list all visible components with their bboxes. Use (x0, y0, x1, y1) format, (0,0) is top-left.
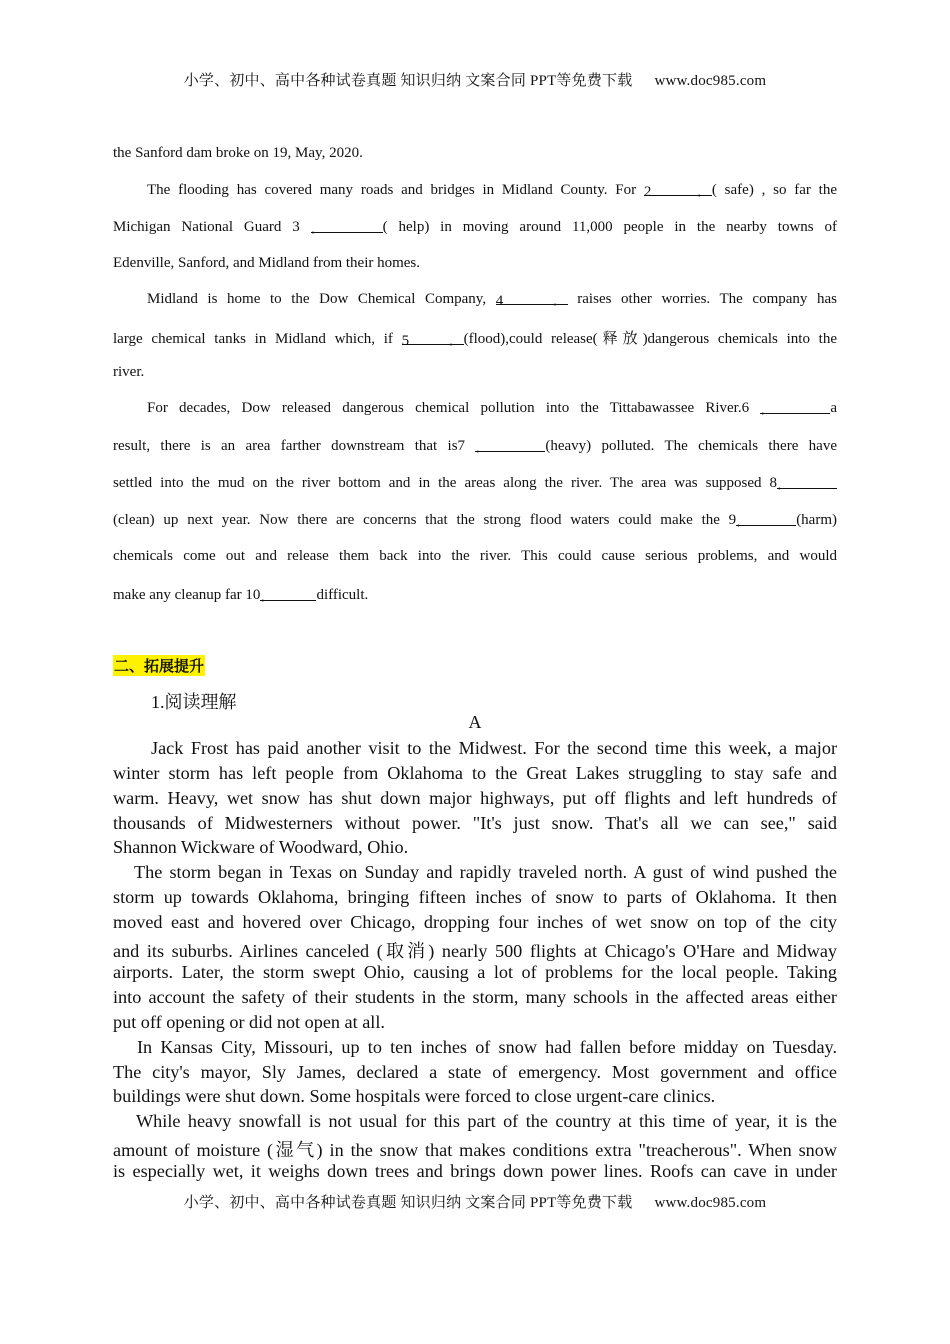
footer-site: www.doc985.com (654, 1195, 767, 1211)
passage-line: warm. Heavy, wet snow has shut down major highways, put off flights and left hundreds of (113, 788, 837, 808)
cloze-line: The flooding has covered many roads and bridges in Midland County. For 2．( safe) , so far the (147, 182, 838, 200)
blank-3[interactable]: ． (311, 217, 383, 233)
cloze-line: chemicals come out and release them back into the river. This could cause serious problems, and would (113, 548, 837, 564)
passage-line: winter storm has left people from Oklahoma to the Great Lakes struggling to stay safe and (113, 763, 837, 783)
cloze-line: Midland is home to the Dow Chemical Company, 4． raises other worries. The company has (147, 291, 837, 309)
passage-line: The city's mayor, Sly James, declared a state of emergency. Most government and office (113, 1062, 837, 1082)
footer-text: 小学、初中、高中各种试卷真题 知识归纳 文案合同 PPT等免费下载 (183, 1195, 633, 1211)
cloze-line: make any cleanup far 10． difficult. (113, 587, 369, 605)
blank-10[interactable]: ． (260, 585, 316, 601)
passage-line: amount of moisture (湿气) in the snow that makes conditions extra "treacherous". When snow (113, 1140, 837, 1160)
blank-2[interactable]: 2． (644, 180, 712, 196)
passage-line: and its suburbs. Airlines canceled (取消) nearly 500 flights at Chicago's O'Hare and Midway (113, 941, 837, 961)
passage-line: storm up towards Oklahoma, bringing fifteen inches of snow to parts of Oklahoma. It then (113, 887, 837, 907)
cloze-line: river. (113, 364, 145, 380)
passage-line: The storm began in Texas on Sunday and rapidly traveled north. A gust of wind pushed the (134, 862, 837, 882)
blank-9[interactable]: ． (736, 510, 796, 526)
question-title: 1.阅读理解 (151, 692, 237, 712)
passage-line: moved east and hovered over Chicago, dropping four inches of wet snow on top of the city (113, 912, 837, 932)
page-footer (0, 1191, 950, 1212)
passage-line: thousands of Midwesterners without power. "It's just snow. That's all we can see," said (113, 813, 837, 833)
cloze-line: Michigan National Guard 3 ． ( help) in moving around 11,000 people in the nearby towns of (113, 219, 837, 237)
passage-label: A (468, 712, 482, 732)
cloze-line: settled into the mud on the river bottom and in the areas along the river. The area was supposed 8． (113, 473, 837, 492)
cloze-line: the Sanford dam broke on 19, May, 2020. (113, 145, 363, 161)
passage-line: put off opening or did not open at all. (113, 1012, 385, 1032)
blank-7[interactable]: ． (475, 436, 545, 452)
blank-8[interactable]: ． (777, 473, 837, 489)
cloze-line: (clean) up next year. Now there are concerns that the strong flood waters could make the 9． (harm) (113, 512, 837, 530)
blank-4[interactable]: 4． (496, 289, 568, 305)
passage-line: Jack Frost has paid another visit to the Midwest. For the second time this week, a major (151, 738, 837, 758)
page-header (0, 69, 950, 90)
cloze-line: large chemical tanks in Midland which, if 5．(flood),could release(释放)dangerous chemicals into the (113, 331, 837, 349)
passage-line: is especially wet, it weighs down trees and brings down power lines. Roofs can cave in under (113, 1161, 837, 1181)
header-site: www.doc985.com (654, 73, 767, 89)
passage-line: airports. Later, the storm swept Ohio, causing a lot of problems for the local people. Taking (113, 962, 837, 982)
cloze-line: For decades, Dow released dangerous chemical pollution into the Tittabawassee River.6 ． a (147, 400, 837, 418)
passage-line: Shannon Wickware of Woodward, Ohio. (113, 837, 409, 857)
blank-5[interactable]: 5． (402, 329, 464, 345)
cloze-line: Edenville, Sanford, and Midland from their homes. (113, 255, 421, 271)
passage-line: into account the safety of their students in the storm, many schools in the affected areas either (113, 987, 837, 1007)
section-title: 二、拓展提升 (114, 657, 205, 675)
passage-line: In Kansas City, Missouri, up to ten inches of snow had fallen before midday on Tuesday. (137, 1037, 837, 1057)
header-text: 小学、初中、高中各种试卷真题 知识归纳 文案合同 PPT等免费下载 (183, 73, 633, 89)
cloze-line: result, there is an area farther downstream that is7 ． (heavy) polluted. The chemicals there have (113, 438, 837, 456)
passage-line: buildings were shut down. Some hospitals were forced to close urgent-care clinics. (113, 1086, 716, 1106)
blank-6[interactable]: ． (760, 398, 830, 414)
passage-line: While heavy snowfall is not usual for this part of the country at this time of year, it is the (136, 1111, 837, 1131)
